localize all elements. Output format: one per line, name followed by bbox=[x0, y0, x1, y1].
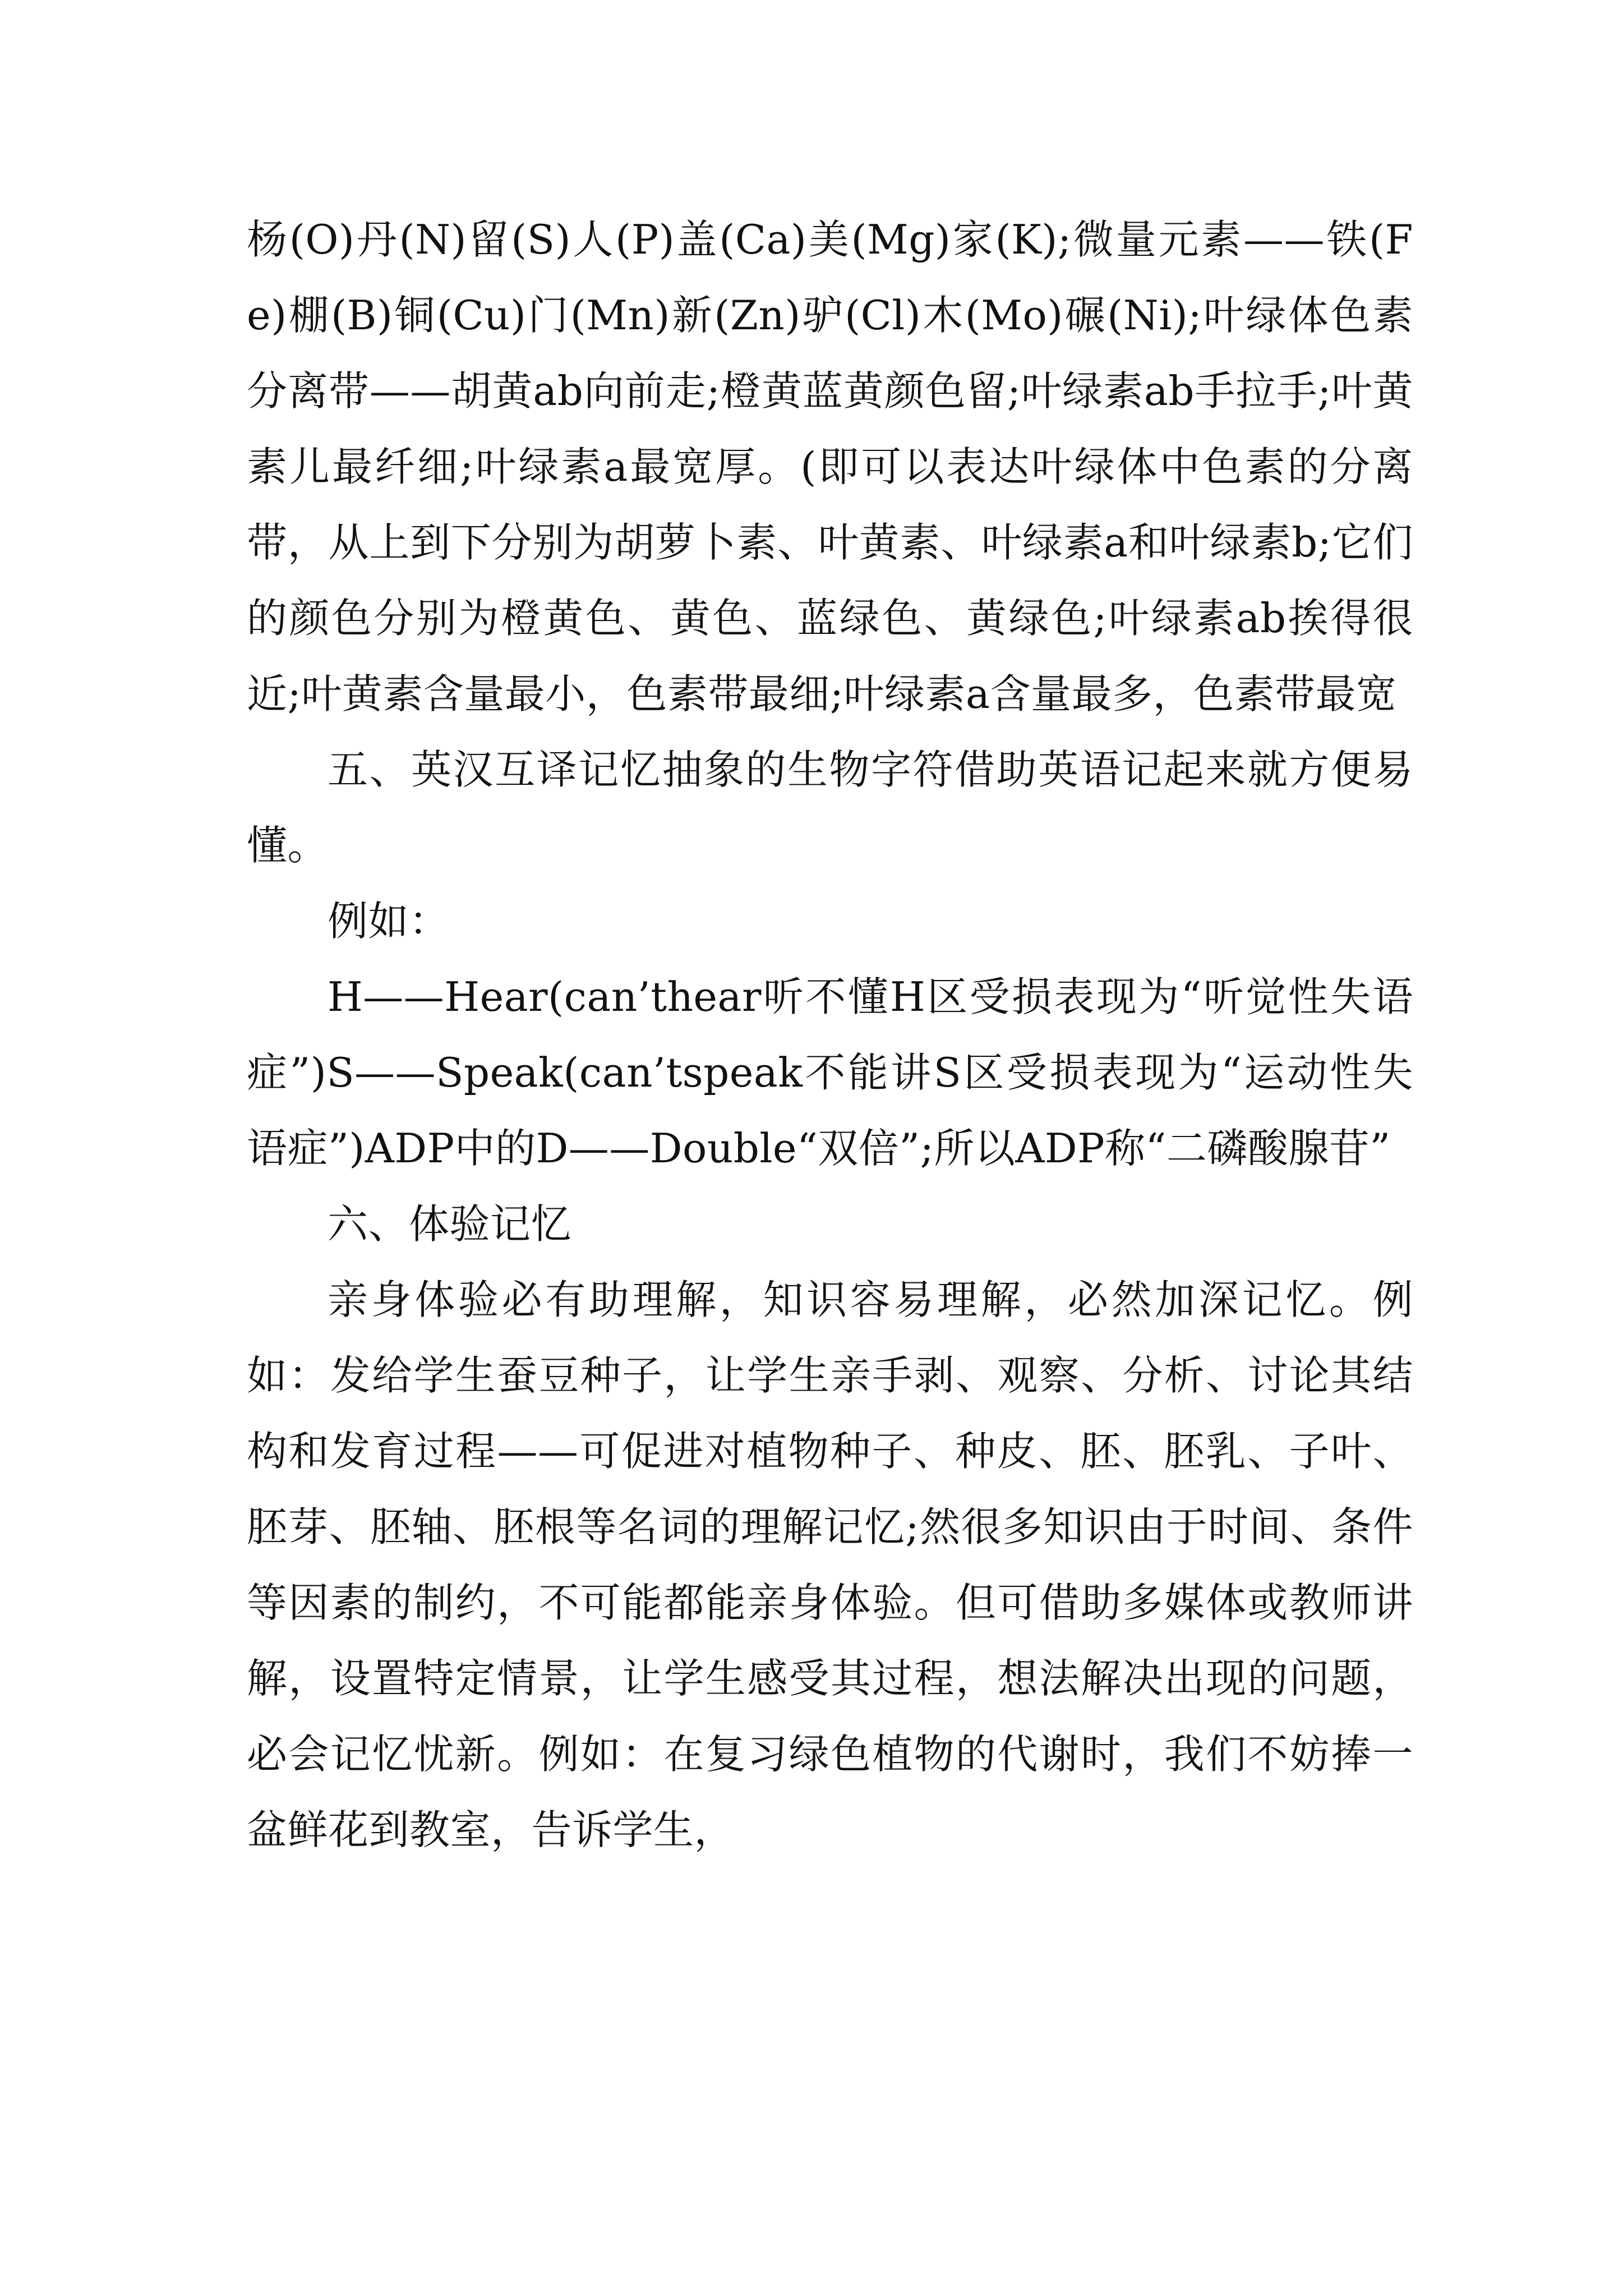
paragraph-experience-memory: 亲身体验必有助理解，知识容易理解，必然加深记忆。例如：发给学生蚕豆种子，让学生亲手剥、观察、分析、讨论其结构和发育过程——可促进对植物种子、种皮、胚、胚乳、子叶、胚芽、胚轴、胚根等名词的理解记忆;然很多知识由于时间、条件等因素的制约，不可能都能亲身体验。但可借助多媒体或教师讲解，设置特定情景，让学生感受其过程，想法解决出现的问题，必会记忆忧新。例如：在复习绿色植物的代谢时，我们不妨捧一盆鲜花到教室，告诉学生， bbox=[247, 1276, 1413, 1853]
section-heading-english-chinese-memory: 五、英汉互译记忆抽象的生物字符借助英语记起来就方便易懂。 bbox=[247, 746, 1413, 869]
paragraph-example-intro: 例如： bbox=[328, 898, 450, 945]
section-heading-experience-memory: 六、体验记忆 bbox=[328, 1200, 572, 1248]
document-body bbox=[247, 202, 1413, 1868]
paragraph-english-examples: H——Hear(can’thear听不懂H区受损表现为“听觉性失语症”)S——Speak(can’tspeak不能讲S区受损表现为“运动性失语症”)ADP中的D——Double“双倍”;所以ADP称“二磷酸腺苷” bbox=[247, 973, 1413, 1172]
paragraph-trace-elements-mnemonic: 杨(O)丹(N)留(S)人(P)盖(Ca)美(Mg)家(K);微量元素——铁(Fe)棚(B)铜(Cu)门(Mn)新(Zn)驴(Cl)木(Mo)碾(Ni);叶绿体色素分离带——胡黄ab向前走;橙黄蓝黄颜色留;叶绿素ab手拉手;叶黄素儿最纤细;叶绿素a最宽厚。(即可以表达叶绿体中色素的分离带，从上到下分别为胡萝卜素、叶黄素、叶绿素a和叶绿素b;它们的颜色分别为橙黄色、黄色、蓝绿色、黄绿色;叶绿素ab挨得很近;叶黄素含量最小，色素带最细;叶绿素a含量最多，色素带最宽 bbox=[247, 216, 1413, 717]
